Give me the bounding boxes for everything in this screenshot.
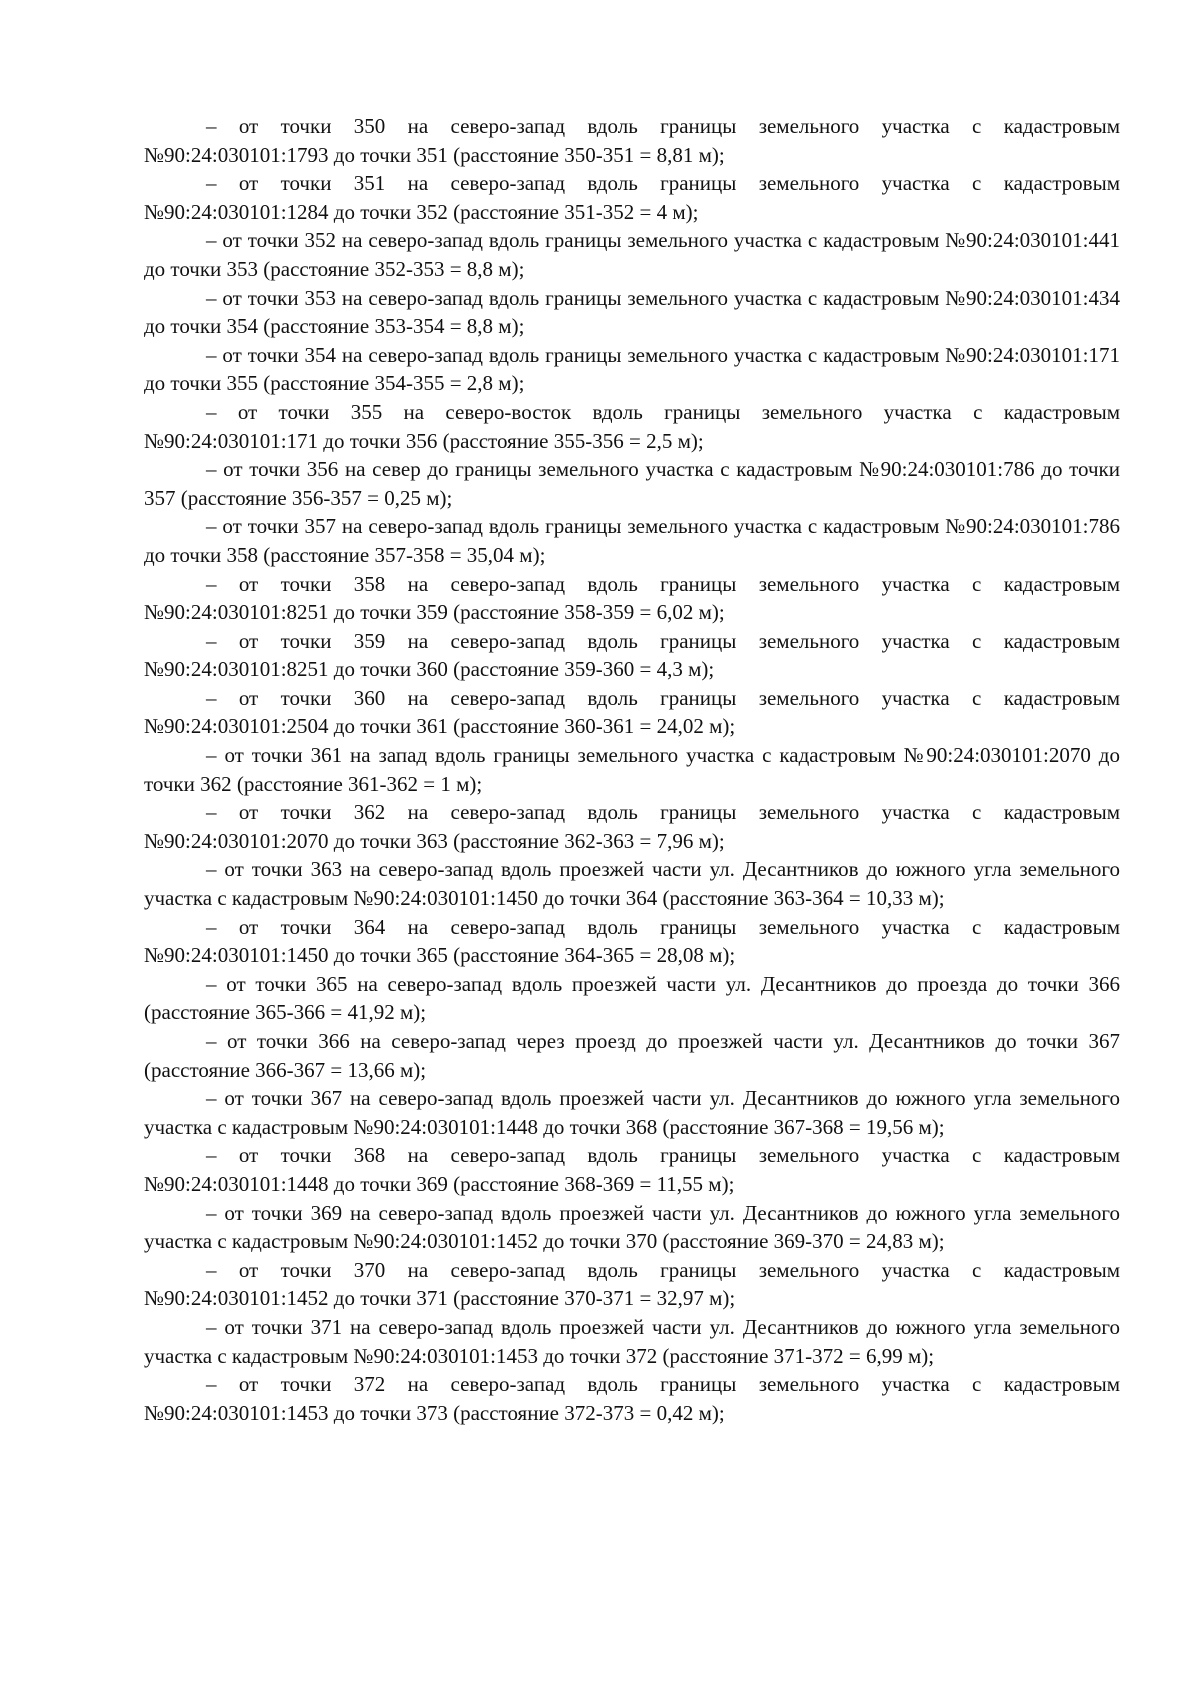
boundary-paragraph-352: – от точки 352 на северо-запад вдоль границы земельного участка с кадастровым №90:24:030101:441 до точки 353 (расстояние 352-353 = 8,8 м); [144,228,1120,281]
boundary-paragraph-368: – от точки 368 на северо-запад вдоль границы земельного участка с кадастровым №90:24:030101:1448 до точки 369 (расстояние 368-369 = 11,55 м); [144,1143,1120,1196]
boundary-paragraph-372: – от точки 372 на северо-запад вдоль границы земельного участка с кадастровым №90:24:030101:1453 до точки 373 (расстояние 372-373 = 0,42 м); [144,1372,1120,1425]
boundary-paragraph-361: – от точки 361 на запад вдоль границы земельного участка с кадастровым №90:24:030101:2070 до точки 362 (расстояние 361-362 = 1 м); [144,743,1120,796]
boundary-paragraph-364: – от точки 364 на северо-запад вдоль границы земельного участка с кадастровым №90:24:030101:1450 до точки 365 (расстояние 364-365 = 28,08 м); [144,914,1120,968]
boundary-paragraph-365: – от точки 365 на северо-запад вдоль проезжей части ул. Десантников до проезда до точки 366 (расстояние 365-366 = 41,92 м); [144,971,1120,1025]
boundary-paragraph-356: – от точки 356 на север до границы земельного участка с кадастровым №90:24:030101:786 до точки 357 (расстояние 356-357 = 0,25 м); [144,457,1120,510]
boundary-paragraph-351: – от точки 351 на северо-запад вдоль границы земельного участка с кадастровым №90:24:030101:1284 до точки 352 (расстояние 351-352 = 4 м); [144,171,1120,224]
boundary-paragraph-370: – от точки 370 на северо-запад вдоль границы земельного участка с кадастровым №90:24:030101:1452 до точки 371 (расстояние 370-371 = 32,97 м); [144,1257,1120,1311]
boundary-paragraph-363: – от точки 363 на северо-запад вдоль проезжей части ул. Десантников до южного угла земельного участка с кадастровым №90:24:030101:1450 до точки 364 (расстояние 363-364 = 10,33 м); [144,857,1120,911]
boundary-paragraph-354: – от точки 354 на северо-запад вдоль границы земельного участка с кадастровым №90:24:030101:171 до точки 355 (расстояние 354-355 = 2,8 м); [144,342,1120,396]
boundary-paragraph-369: – от точки 369 на северо-запад вдоль проезжей части ул. Десантников до южного угла земельного участка с кадастровым №90:24:030101:1452 до точки 370 (расстояние 369-370 = 24,83 м); [144,1200,1120,1254]
boundary-paragraph-355: – от точки 355 на северо-восток вдоль границы земельного участка с кадастровым №90:24:030101:171 до точки 356 (расстояние 355-356 = 2,5 м); [144,399,1120,453]
boundary-paragraph-366: – от точки 366 на северо-запад через проезд до проезжей части ул. Десантников до точки 367 (расстояние 366-367 = 13,66 м); [144,1029,1120,1082]
boundary-paragraph-353: – от точки 353 на северо-запад вдоль границы земельного участка с кадастровым №90:24:030101:434 до точки 354 (расстояние 353-354 = 8,8 м); [144,285,1120,339]
boundary-paragraph-360: – от точки 360 на северо-запад вдоль границы земельного участка с кадастровым №90:24:030101:2504 до точки 361 (расстояние 360-361 = 24,02 м); [144,685,1120,739]
document-body [144,112,1120,1427]
boundary-paragraph-362: – от точки 362 на северо-запад вдоль границы земельного участка с кадастровым №90:24:030101:2070 до точки 363 (расстояние 362-363 = 7,96 м); [144,800,1120,853]
boundary-paragraph-357: – от точки 357 на северо-запад вдоль границы земельного участка с кадастровым №90:24:030101:786 до точки 358 (расстояние 357-358 = 35,04 м); [144,514,1120,567]
boundary-paragraph-358: – от точки 358 на северо-запад вдоль границы земельного участка с кадастровым №90:24:030101:8251 до точки 359 (расстояние 358-359 = 6,02 м); [144,571,1120,625]
boundary-paragraph-371: – от точки 371 на северо-запад вдоль проезжей части ул. Десантников до южного угла земельного участка с кадастровым №90:24:030101:1453 до точки 372 (расстояние 371-372 = 6,99 м); [144,1314,1120,1368]
boundary-paragraph-367: – от точки 367 на северо-запад вдоль проезжей части ул. Десантников до южного угла земельного участка с кадастровым №90:24:030101:1448 до точки 368 (расстояние 367-368 = 19,56 м); [144,1086,1120,1139]
boundary-paragraph-359: – от точки 359 на северо-запад вдоль границы земельного участка с кадастровым №90:24:030101:8251 до точки 360 (расстояние 359-360 = 4,3 м); [144,628,1120,682]
boundary-paragraph-350: – от точки 350 на северо-запад вдоль границы земельного участка с кадастровым №90:24:030101:1793 до точки 351 (расстояние 350-351 = 8,81 м); [144,114,1120,167]
